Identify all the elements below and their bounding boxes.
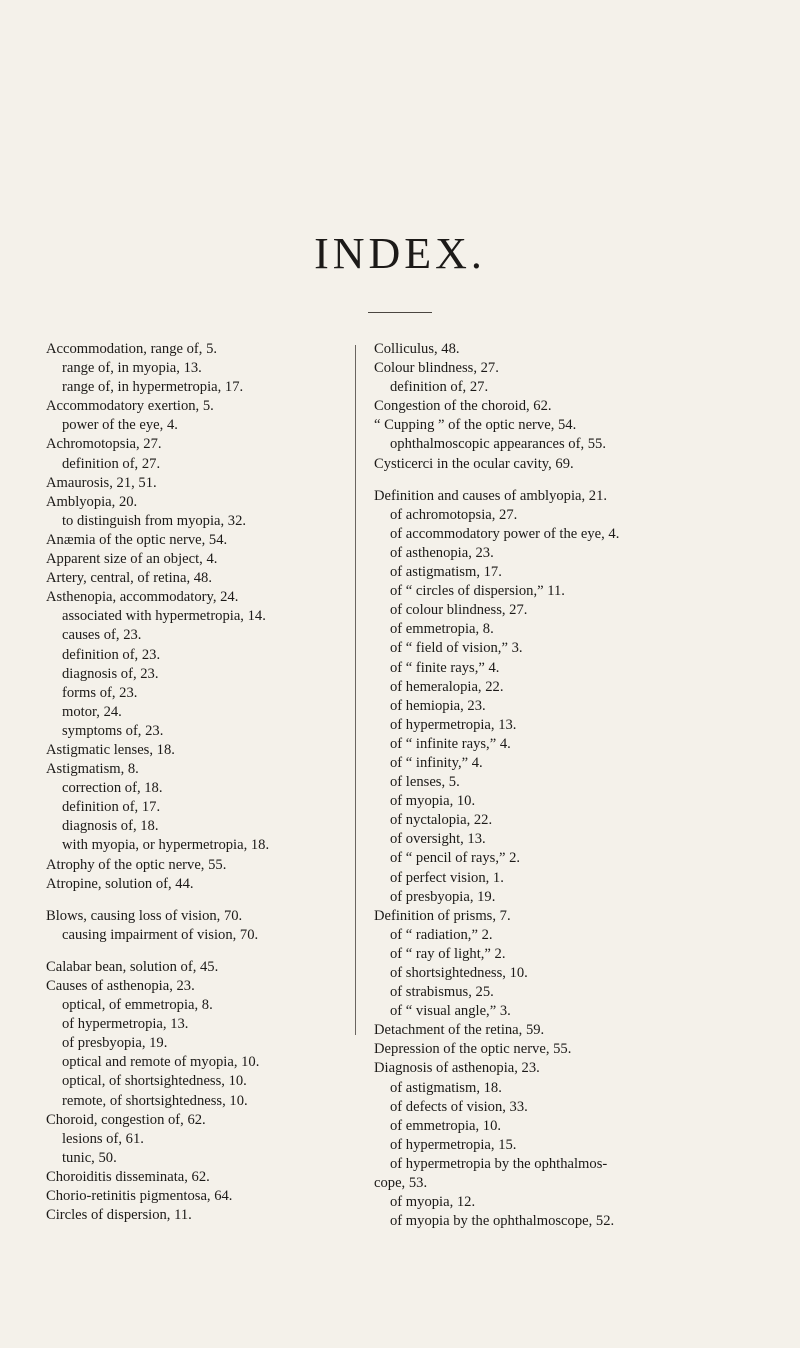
index-subentry: of hypermetropia, 13. (62, 1016, 189, 1033)
index-subentry: tunic, 50. (62, 1149, 117, 1166)
index-entry: Amblyopia, 20. (46, 493, 138, 510)
index-subentry: definition of, 27. (62, 455, 161, 472)
index-subentry: of perfect vision, 1. (390, 869, 504, 886)
index-subentry: optical and remote of myopia, 10. (62, 1054, 260, 1071)
index-subentry: definition of, 27. (390, 379, 489, 396)
index-subentry: definition of, 23. (62, 646, 161, 663)
index-subentry: of nyctalopia, 22. (390, 812, 493, 829)
title-rule (368, 312, 432, 313)
index-subentry: definition of, 17. (62, 799, 161, 816)
index-subentry: of myopia, 12. (390, 1194, 476, 1211)
index-subentry: of shortsightedness, 10. (390, 965, 528, 981)
index-subentry: lesions of, 61. (62, 1130, 144, 1147)
index-subentry: of “ radiation,” 2. (390, 926, 493, 943)
index-subentry: of “ pencil of rays,” 2. (390, 850, 521, 867)
index-subentry: ophthalmoscopic appearances of, 55. (390, 436, 606, 453)
index-subentry: of hemeralopia, 22. (390, 678, 504, 695)
index-subentry: symptoms of, 23. (62, 722, 164, 739)
index-entry: Astigmatic lenses, 18. (46, 741, 175, 758)
index-subentry: of “ field of vision,” 3. (390, 640, 523, 657)
index-entry: Cysticerci in the ocular cavity, 69. (374, 455, 574, 472)
index-subentry: of presbyopia, 19. (62, 1035, 168, 1052)
index-entry: Causes of asthenopia, 23. (46, 978, 195, 994)
index-entry: Colliculus, 48. (374, 341, 460, 357)
index-subentry: of defects of vision, 33. (390, 1098, 528, 1115)
index-subentry: of lenses, 5. (390, 774, 460, 791)
index-subentry: of “ infinite rays,” 4. (390, 735, 511, 752)
index-subentry: power of the eye, 4. (62, 417, 178, 434)
index-entry: Definition and causes of amblyopia, 21. (374, 487, 608, 504)
index-entry: Calabar bean, solution of, 45. (46, 958, 219, 975)
page-title: INDEX. (314, 229, 486, 278)
index-subentry: optical, of shortsightedness, 10. (62, 1073, 247, 1090)
index-column-right (374, 340, 770, 1231)
index-entry: Depression of the optic nerve, 55. (374, 1041, 572, 1058)
index-subentry: motor, 24. (62, 703, 122, 720)
index-subentry: forms of, 23. (62, 684, 138, 701)
index-subentry: of myopia, 10. (390, 793, 476, 810)
index-entry: Astigmatism, 8. (46, 761, 139, 778)
index-subentry: optical, of emmetropia, 8. (62, 997, 213, 1014)
index-subentry: of “ circles of dispersion,” 11. (390, 583, 565, 600)
index-entry: Asthenopia, accommodatory, 24. (46, 589, 239, 606)
index-subentry: range of, in hypermetropia, 17. (62, 379, 244, 396)
index-subentry: causing impairment of vision, 70. (62, 926, 259, 943)
index-subentry: of hypermetropia by the ophthalmos- (390, 1155, 608, 1172)
index-subentry: of asthenopia, 23. (390, 544, 494, 561)
index-subentry: of hypermetropia, 15. (390, 1136, 517, 1153)
index-subentry: associated with hypermetropia, 14. (62, 608, 266, 625)
index-entry: Circles of dispersion, 11. (46, 1207, 192, 1224)
index-subentry: with myopia, or hypermetropia, 18. (62, 837, 270, 854)
index-subentry: of astigmatism, 17. (390, 564, 502, 581)
index-entry: Artery, central, of retina, 48. (46, 570, 212, 587)
index-subentry: of “ finite rays,” 4. (390, 659, 500, 676)
index-subentry: causes of, 23. (62, 627, 142, 644)
index-subentry: remote, of shortsightedness, 10. (62, 1092, 248, 1109)
index-subentry: of oversight, 13. (390, 831, 486, 848)
index-subentry: of strabismus, 25. (390, 984, 494, 1001)
index-subentry: correction of, 18. (62, 780, 163, 797)
index-entry: Anæmia of the optic nerve, 54. (46, 531, 228, 548)
index-subentry: of colour blindness, 27. (390, 602, 528, 619)
index-subentry: cope, 53. (374, 1175, 428, 1192)
index-subentry: diagnosis of, 18. (62, 818, 159, 835)
index-subentry: of astigmatism, 18. (390, 1079, 502, 1096)
index-subentry: of myopia by the ophthalmoscope, 52. (390, 1213, 615, 1230)
index-subentry: of presbyopia, 19. (390, 888, 496, 905)
index-subentry: of accommodatory power of the eye, 4. (390, 525, 620, 542)
index-subentry: range of, in myopia, 13. (62, 360, 202, 377)
index-subentry: of “ visual angle,” 3. (390, 1003, 511, 1020)
index-subentry: diagnosis of, 23. (62, 665, 159, 682)
index-entry: Definition of prisms, 7. (374, 907, 511, 924)
index-subentry: of “ ray of light,” 2. (390, 945, 506, 962)
index-entry: “ Cupping ” of the optic nerve, 54. (374, 417, 577, 434)
index-entry: Accommodatory exertion, 5. (46, 398, 214, 415)
index-entry: Amaurosis, 21, 51. (46, 474, 157, 491)
index-entry: Choroid, congestion of, 62. (46, 1111, 206, 1128)
index-subentry: of hemiopia, 23. (390, 697, 486, 714)
index-entry: Blows, causing loss of vision, 70. (46, 907, 243, 924)
index-column-left (46, 340, 346, 1225)
column-divider (355, 345, 356, 1035)
index-entry: Atrophy of the optic nerve, 55. (46, 856, 227, 873)
index-entry: Atropine, solution of, 44. (46, 875, 194, 892)
index-entry: Chorio-retinitis pigmentosa, 64. (46, 1188, 233, 1205)
index-subentry: of emmetropia, 8. (390, 621, 494, 638)
index-subentry: of “ infinity,” 4. (390, 754, 483, 771)
index-subentry: of emmetropia, 10. (390, 1117, 502, 1134)
index-entry: Colour blindness, 27. (374, 360, 499, 377)
index-entry: Detachment of the retina, 59. (374, 1022, 545, 1039)
index-subentry: of achromotopsia, 27. (390, 506, 518, 523)
index-subentry: of hypermetropia, 13. (390, 716, 517, 733)
index-subentry: to distinguish from myopia, 32. (62, 512, 247, 529)
index-entry: Achromotopsia, 27. (46, 436, 162, 453)
index-entry: Choroiditis disseminata, 62. (46, 1168, 210, 1185)
index-entry: Congestion of the choroid, 62. (374, 398, 552, 415)
index-entry: Apparent size of an object, 4. (46, 551, 218, 568)
index-entry: Accommodation, range of, 5. (46, 341, 218, 357)
index-entry: Diagnosis of asthenopia, 23. (374, 1060, 540, 1077)
